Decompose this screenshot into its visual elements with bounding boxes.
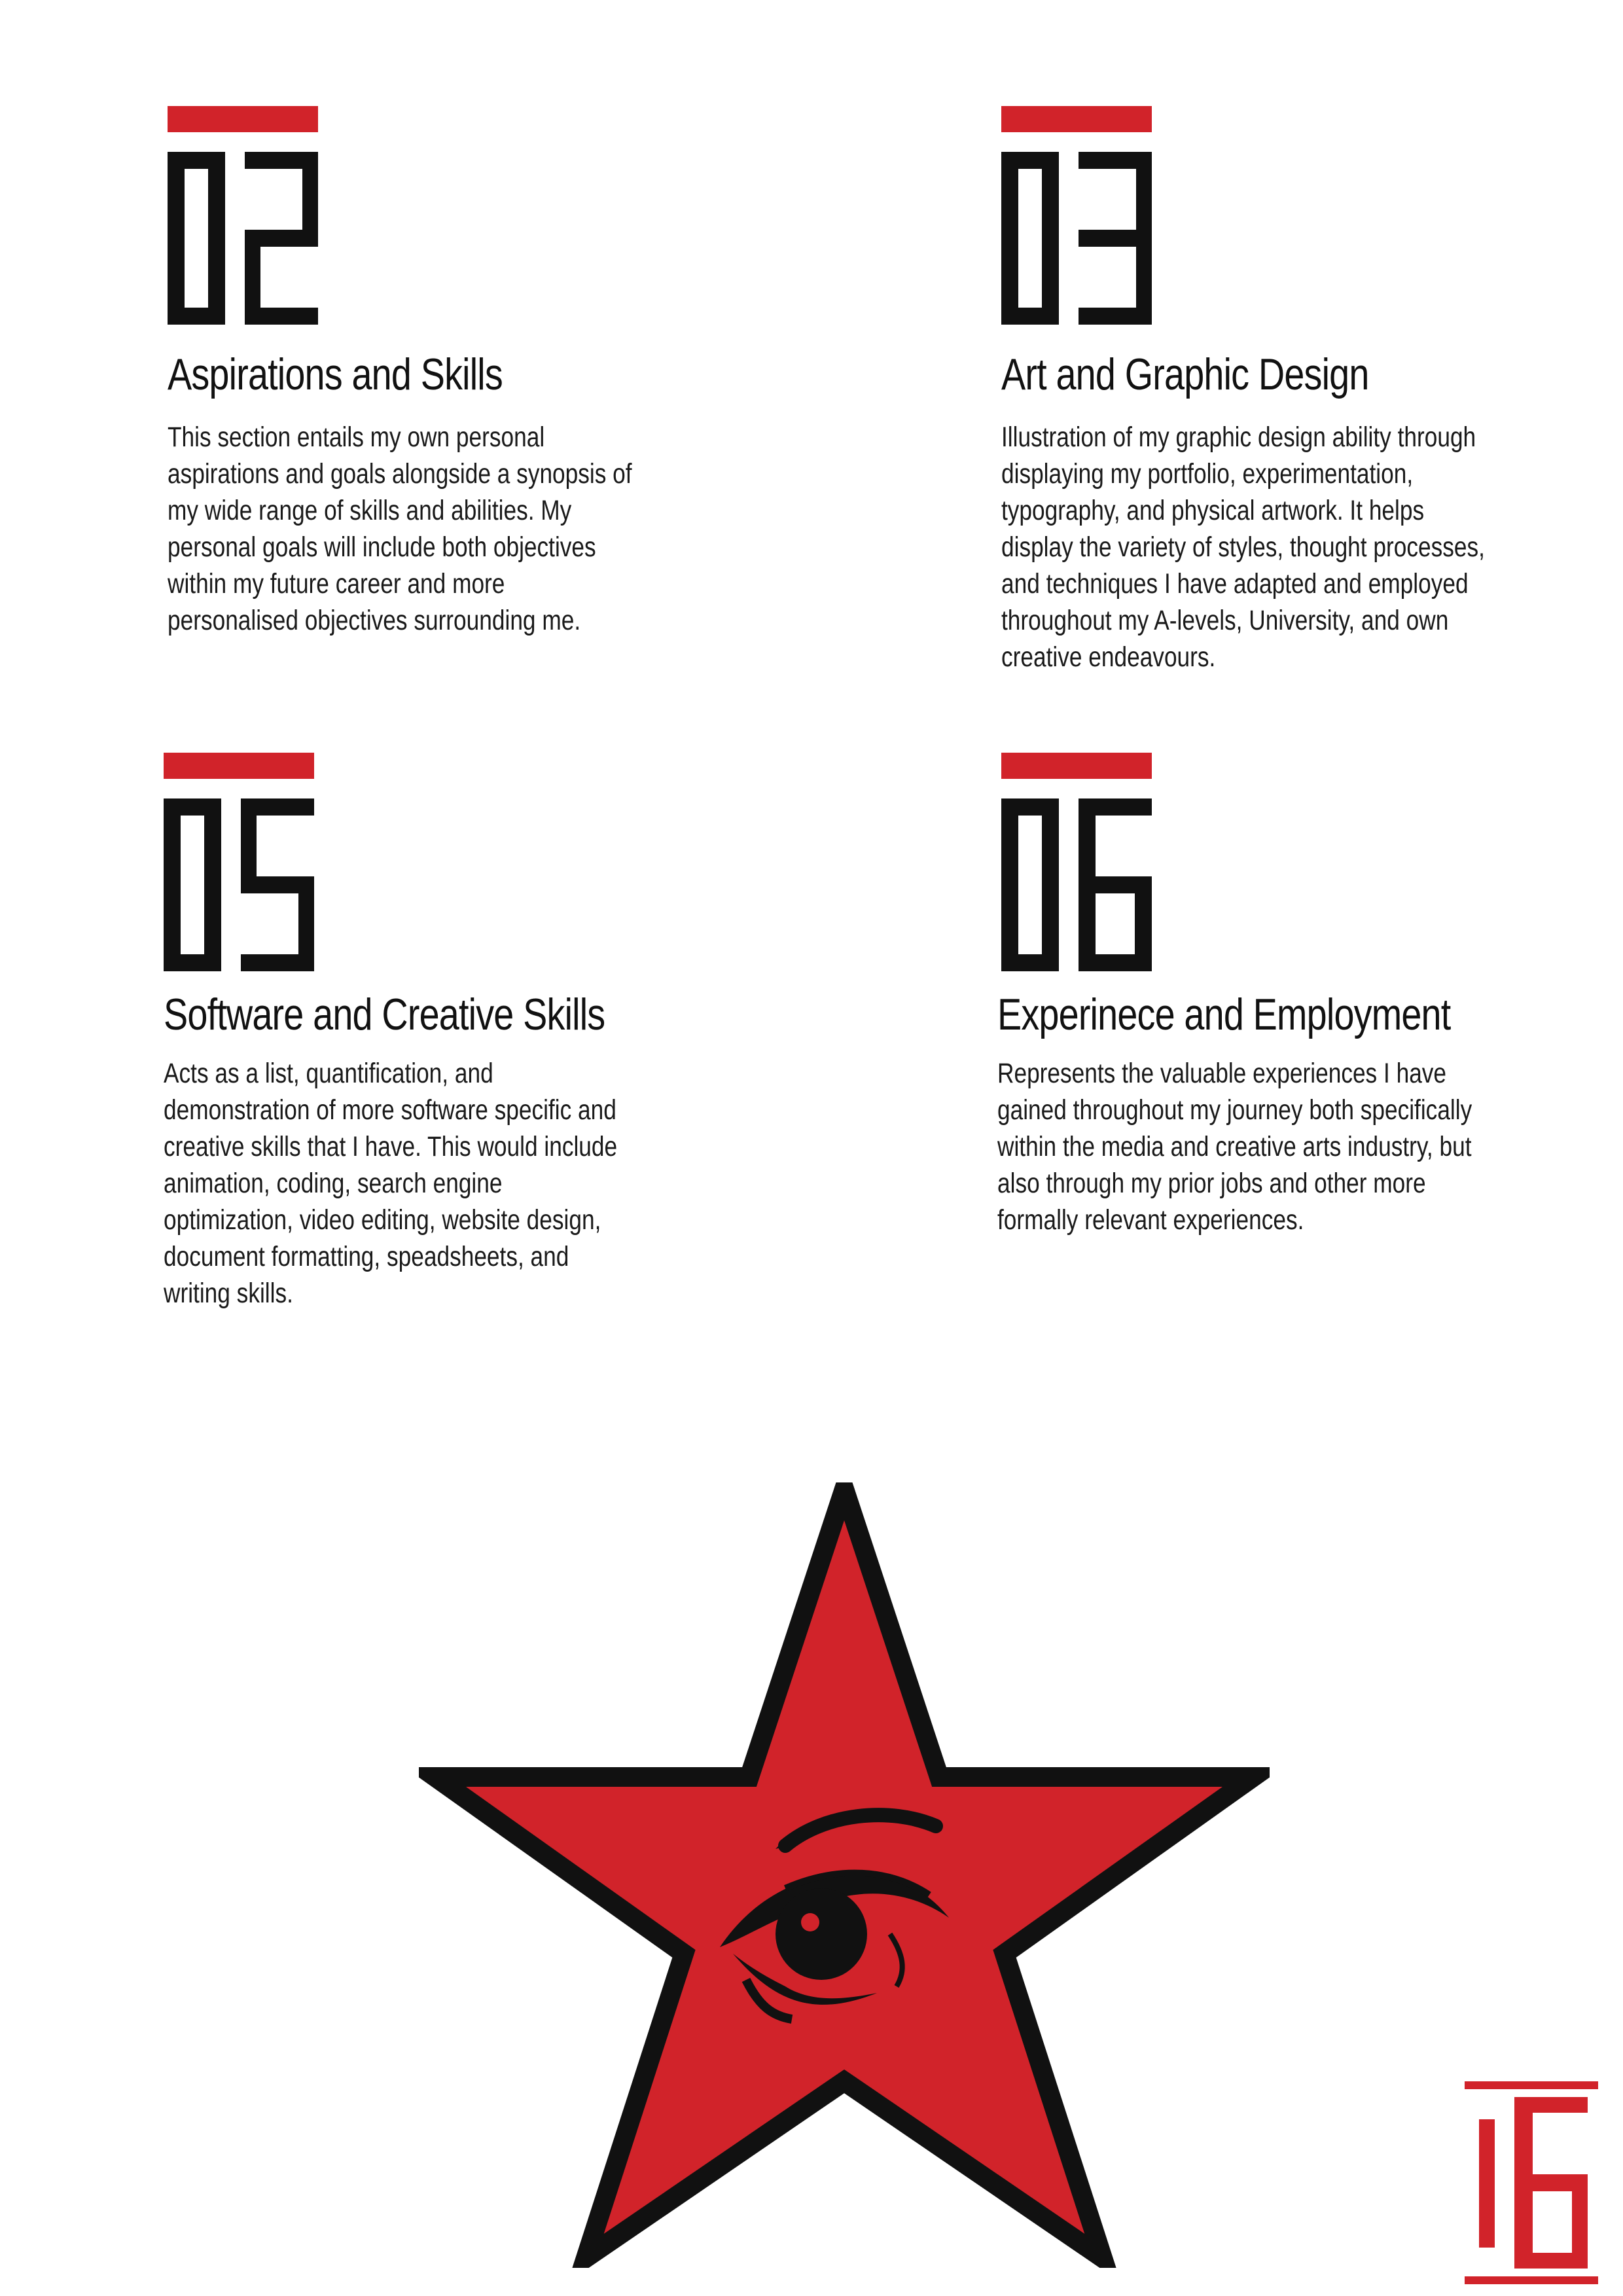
section-description: Illustration of my graphic design ability through displaying my portfolio, experimentation, typography, and physical artwork. It helps display the variety of styles, thought processes, and techniques I have adapted and employed throughout my A-levels, University, and own creative endeavours. <box>1001 422 1485 673</box>
section-title: Aspirations and Skills <box>168 350 503 399</box>
section-number-graphic <box>164 798 314 971</box>
section-title: Art and Graphic Design <box>1001 350 1369 399</box>
accent-bar <box>1001 106 1152 132</box>
section-number-graphic <box>1001 798 1152 971</box>
section-description: This section entails my own personal aspirations and goals alongside a synopsis of my wide range of skills and abilities. My personal goals will include both objectives within my future career and more personalised objectives surrounding me. <box>168 422 632 636</box>
section-description: Represents the valuable experiences I have gained throughout my journey both specifically within the media and creative arts industry, but also through my prior jobs and other more formally relevant experiences. <box>997 1058 1472 1236</box>
section-description: Acts as a list, quantification, and demonstration of more software specific and creative skills that I have. This would include animation, coding, search engine optimization, video editing, website design, document formatting, speadsheets, and writing skills. <box>164 1058 618 1309</box>
section-number-graphic <box>1001 152 1152 325</box>
section-title: Experinece and Employment <box>997 990 1451 1039</box>
accent-bar <box>164 753 314 779</box>
accent-bar <box>168 106 318 132</box>
section-title: Software and Creative Skills <box>164 990 605 1039</box>
ie-monogram-logo-icon <box>1459 2081 1603 2284</box>
red-star-eye-icon <box>419 1482 1270 2268</box>
accent-bar <box>1001 753 1152 779</box>
section-number-graphic <box>168 152 318 325</box>
